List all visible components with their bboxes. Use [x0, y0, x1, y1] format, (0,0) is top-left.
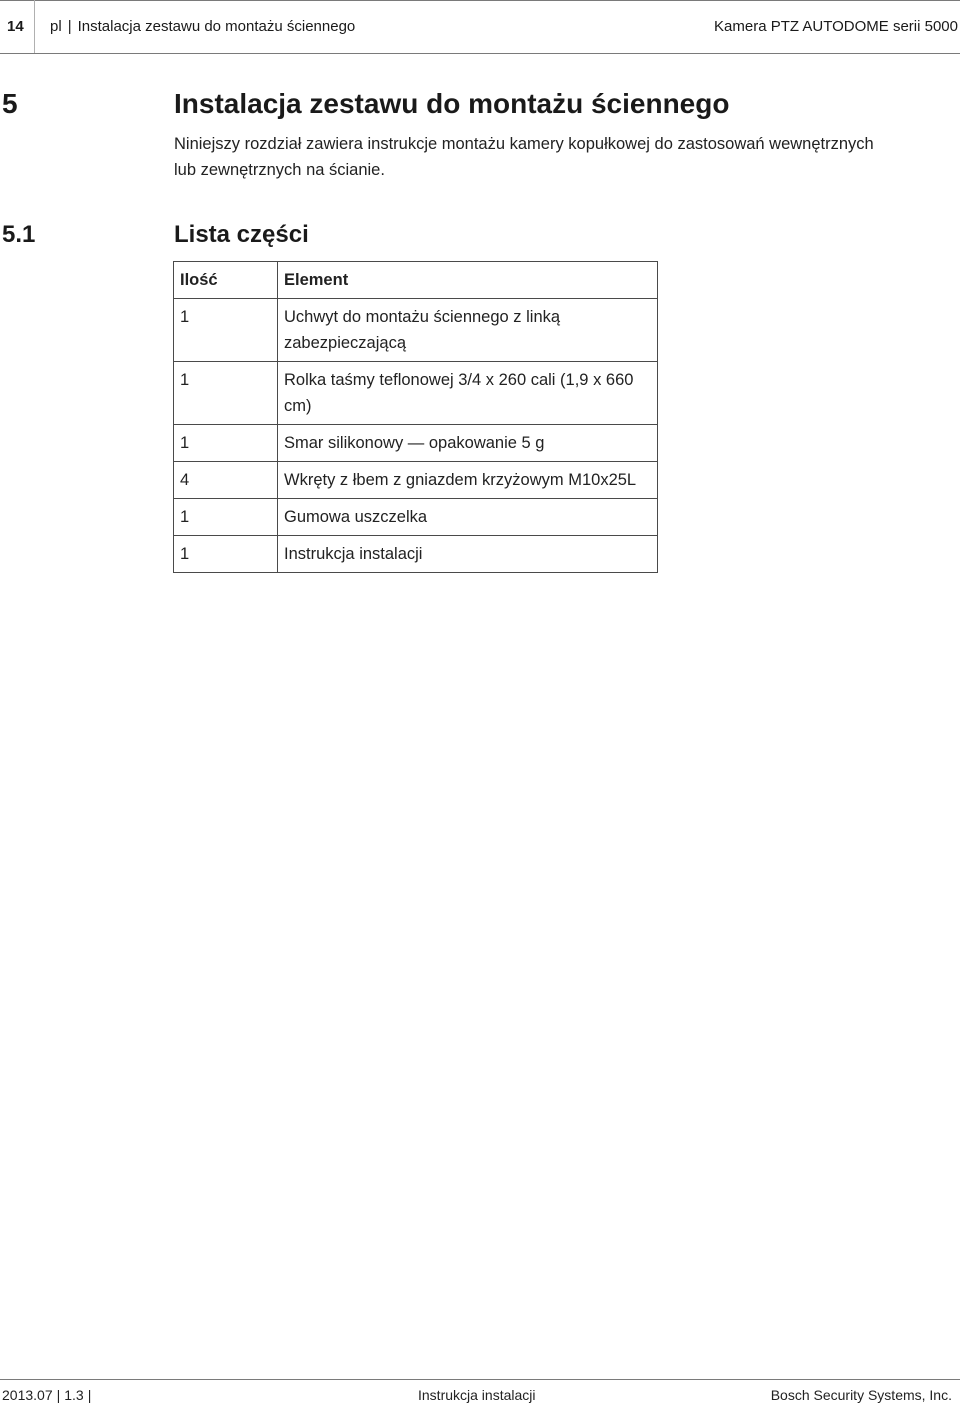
footer-rule: [0, 1379, 960, 1380]
section-title: Lista części: [174, 221, 309, 248]
footer-left: [2, 1387, 95, 1403]
header-left: [50, 18, 355, 35]
page-header: [0, 0, 960, 54]
row-quantity: 1: [174, 362, 278, 425]
row-quantity: 1: [174, 425, 278, 462]
page-number: 14: [7, 18, 24, 35]
row-item: Gumowa uszczelka: [278, 499, 658, 536]
footer-separator: |: [87, 1387, 92, 1403]
row-item: Smar silikonowy — opakowanie 5 g: [278, 425, 658, 462]
row-quantity: 4: [174, 462, 278, 499]
header-product-name: Kamera PTZ AUTODOME serii 5000: [714, 18, 958, 35]
row-quantity: 1: [174, 299, 278, 362]
chapter-title: Instalacja zestawu do montażu ściennego: [174, 88, 730, 119]
table-row: [174, 462, 658, 499]
parts-table: [173, 261, 658, 573]
table-row: [174, 425, 658, 462]
header-separator: |: [67, 18, 72, 35]
row-item: Uchwyt do montażu ściennego z linką zabezpieczającą: [278, 299, 658, 362]
table-row: [174, 499, 658, 536]
table-header-row: [174, 262, 658, 299]
row-item: Wkręty z łbem z gniazdem krzyżowym M10x25L: [278, 462, 658, 499]
chapter-number: 5: [2, 88, 18, 119]
chapter-intro: Niniejszy rozdział zawiera instrukcje montażu kamery kopułkowej do zastosowań wewnętrznych lub zewnętrznych na ścianie.: [174, 135, 874, 179]
row-quantity: 1: [174, 499, 278, 536]
footer-separator: |: [56, 1387, 61, 1403]
table-row: [174, 362, 658, 425]
footer-version: 1.3: [64, 1387, 84, 1403]
row-item: Instrukcja instalacji: [278, 536, 658, 573]
column-header-item: Element: [278, 262, 658, 299]
section-number: 5.1: [2, 221, 36, 248]
table-row: [174, 299, 658, 362]
header-rule-bottom: [0, 53, 960, 54]
row-quantity: 1: [174, 536, 278, 573]
page-number-box: [0, 0, 35, 54]
table-row: [174, 536, 658, 573]
footer-document-type: Instrukcja instalacji: [418, 1387, 536, 1403]
header-rule-top: [0, 0, 960, 1]
header-language: pl: [50, 18, 62, 35]
footer-company: Bosch Security Systems, Inc.: [770, 1387, 952, 1403]
header-section-title: Instalacja zestawu do montażu ściennego: [77, 18, 356, 35]
footer-date: 2013.07: [2, 1387, 53, 1403]
row-item: Rolka taśmy teflonowej 3/4 x 260 cali (1,9 x 660 cm): [278, 362, 658, 425]
column-header-quantity: Ilość: [174, 262, 278, 299]
